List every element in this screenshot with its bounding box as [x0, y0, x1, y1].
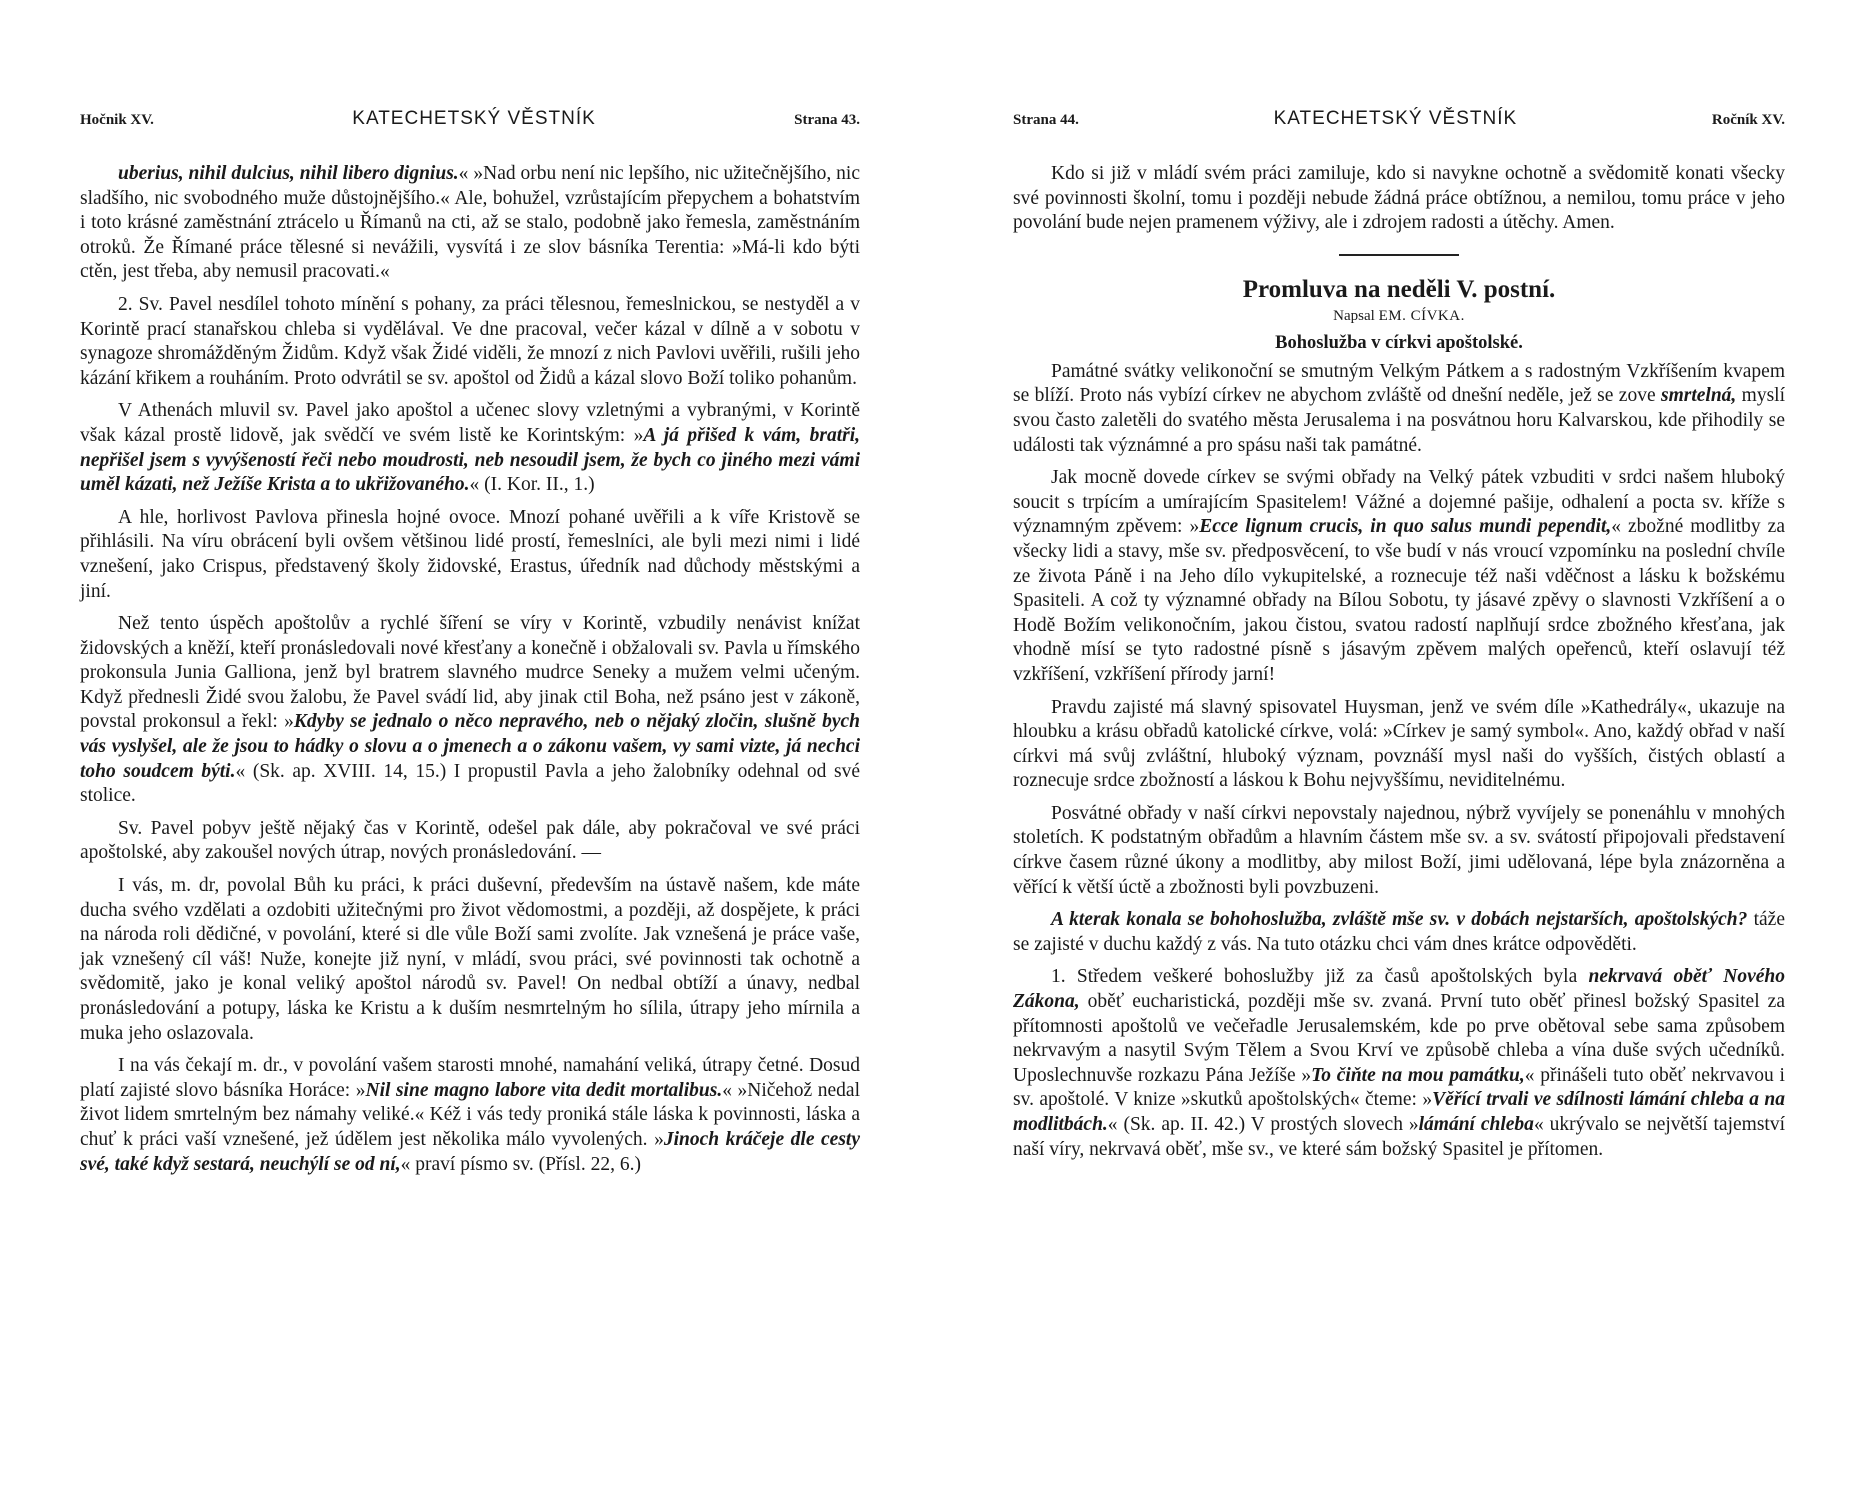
- text-run: Kdo si již v mládí svém práci zamiluje, kdo si navykne ochotně a svědomitě konati všecky své povinnosti školní, tomu i později nebude žádná práce obtížnou, a nemilou, tomu práce v jeho povolání bude nejen pramenem výživy, ale i zdrojem radosti a útěchy. Amen.: [1013, 163, 1785, 234]
- text-run: « »Nad orbu není nic lepšího, nic užitečnějšího, nic sladšího, nic svobodného muže důstojnějšího.« Ale, bohužel, vzrůstajícím přepychem a bohatstvím i toto krásné zaměstnání ztrácelo u Římanů na cti, až se stalo, podobně jako řemesla, zaměstnáním otroků. Že Římané práce tělesné si nevážili, vysvítá i ze slov básníka Terentia: »Má-li kdo býti ctěn, jest třeba, aby nemusil pracovati.«: [80, 163, 860, 283]
- text-run: Jak mocně dovede církev se svými obřady na Velký pátek vzbuditi v srdci našem hluboký soucit s trpícím a umírajícím Spasitelem! Vážné a dojemné pašije, odhalení a pocta sv. kříže s významným zpěvem: »: [1013, 467, 1785, 538]
- text-run: 1. Středem veškeré bohoslužby již za časů apoštolských byla: [1051, 966, 1589, 988]
- author-prefix: Napsal: [1333, 307, 1375, 324]
- text-run: « praví písmo sv. (Přísl. 22, 6.): [400, 1153, 641, 1175]
- text-run: Sv. Pavel pobyv ještě nějaký čas v Korintě, odešel pak dále, aby pokračoval ve své práci apoštolské, aby zakoušel nových útrap, nových pronásledování. —: [80, 817, 860, 864]
- emphasized-quote: A kterak konala se bohohoslužba, zvláště mše sv. v dobách nejstarších, apoštolských?: [1051, 909, 1748, 931]
- volume-label: Hočnik XV.: [80, 112, 154, 128]
- text-run: táže se zajisté v duchu každý z vás. Na tuto otázku chci vám dnes krátce odpověděti.: [1013, 909, 1785, 955]
- text-run: V Athenách mluvil sv. Pavel jako apoštol a učenec slovy vzletnými a vybranými, v Korintě však kázal prostě lidově, jak svědčí ve svém listě ke Korintským: »: [80, 400, 860, 446]
- section-divider: [1339, 254, 1459, 256]
- emphasized-quote: nekrvavá oběť Nového Zákona,: [1013, 966, 1785, 1013]
- author-line: [1013, 308, 1785, 325]
- page-number: Strana 44.: [1013, 112, 1079, 128]
- text-run: « (Sk. ap. XVIII. 14, 15.) I propustil Pavla a jeho žalobníky odehnal od své stolice.: [80, 760, 860, 807]
- text-run: A hle, horlivost Pavlova přinesla hojné ovoce. Mnozí pohané uvěřili a k víře Kristově se přihlásili. Na víru obrácení byli ovšem většinou lidé prostí, řemeslníci, ale byli mezi nimi i lidé vznešení, jako Crispus, představený školy židovské, Erastus, úředník nad důchody městskými a jiní.: [80, 506, 860, 602]
- right-page-header: [1013, 108, 1785, 138]
- emphasized-quote: lámání chleba: [1418, 1114, 1534, 1135]
- page-number: Strana 43.: [794, 112, 860, 128]
- emphasized-quote: Věřící trvali ve sdílnosti lámání chleba a na modlitbách.: [1013, 1089, 1785, 1135]
- right-page-intro: [1013, 162, 1785, 236]
- paragraph: [1013, 965, 1785, 1162]
- emphasized-quote: To čiňte na mou památku,: [1311, 1064, 1525, 1086]
- left-page: [80, 108, 860, 1177]
- emphasized-quote: Ecce lignum crucis, in quo salus mundi pependit,: [1199, 516, 1612, 538]
- section-title: Bohoslužba v církvi apoštolské.: [1275, 332, 1523, 353]
- emphasized-quote: smrtelná,: [1660, 385, 1737, 407]
- text-run: myslí svou často zaletěli do svatého města Jerusalema i na posvátnou horu Kalvarskou, kde přihodily se události tak význámné a pro spásu naši tak památné.: [1013, 385, 1786, 456]
- sermon-title: Promluva na neděli V. postní.: [1242, 275, 1556, 303]
- journal-title: KATECHETSKÝ VĚSTNÍK: [1273, 108, 1518, 129]
- paragraph: [80, 162, 860, 285]
- paragraph: [1013, 360, 1785, 458]
- journal-title: KATECHETSKÝ VĚSTNÍK: [352, 108, 596, 129]
- text-run: « ukrývalo se největší tajemství naší víry, nekrvavá oběť, mše sv., ve které sám božský Spasitel je přítomen.: [1013, 1114, 1786, 1160]
- paragraph: [1013, 802, 1785, 900]
- text-run: Pravdu zajisté má slavný spisovatel Huysman, jenž ve svém díle »Kathedrály«, ukazuje na hloubku a krásu obřadů katolické církve, volá: »Církev je samý symbol«. Ano, každý obřad v naší církvi má svůj zvláštní, hluboký význam, povznáší mysl naši do vyšších, čistých oblastí a roznecuje srdce zbožností a láskou k Bohu nejvyššímu, neviditelnému.: [1013, 696, 1785, 792]
- left-page-header: [80, 108, 860, 138]
- volume-label: Ročník XV.: [1711, 112, 1785, 128]
- paragraph: [1013, 908, 1785, 957]
- paragraph: [80, 399, 860, 497]
- paragraph: [80, 1054, 860, 1177]
- left-page-body: [80, 162, 860, 1177]
- right-page-body: [1013, 360, 1785, 1162]
- text-run: oběť eucharistická, později mše sv. zvaná. První tuto oběť přinesl božský Spasitel za přítomnosti apoštolů ve večeřadle Jerusalemském, kde po prve obětoval sebe sama způsobem nekrvavým a nasytil Svým Tělem a Svou Krví ve způsobě chleba a vína duše svých učedníků. Uposlechnuvše rozkazu Pána Ježíše »: [1013, 991, 1785, 1086]
- text-run: « přinášeli tuto oběť nekrvavou i sv. apoštolé. V knize »skutků apoštolských« čteme: »: [1013, 1064, 1785, 1111]
- text-run: I vás, m. dr, povolal Bůh ku práci, k práci duševní, především na ústavě našem, kde máte ducha svého vzdělati a ozdobiti užitečnými pro život vědomostmi, a později, až dospějete, k práci na národa roli dědičné, v povolání, které si dle vůle Boží sami zvolíte. Jak vznešená je práce vaše, jak vznešený cíl váš! Nuže, konejte již nyní, v mládí, svou práci, své povinnosti tak ochotně a svědomitě, jako je konal veliký apoštol národů sv. Pavel! On nedbal obtíží a únavy, nedbal pronásledování a potupy, láska ke Kristu a k duším nesmrtelným ho sílila, útrapy jeho mírnila a muka jeho oslazovala.: [80, 875, 860, 1044]
- text-run: Posvátné obřady v naší církvi nepovstaly najednou, nýbrž vyvíjely se ponenáhlu v mnohých stoletích. K podstatným obřadům a hlavním částem mše sv. a sv. svátostí připojovali představení církve časem různé úkony a modlitby, aby milost Boží, jimi udělovaná, lépe byla znázorněna a věřící k větší úctě a zbožnosti byli povzbuzeni.: [1013, 802, 1785, 898]
- paragraph: [80, 293, 860, 391]
- text-run: « »Ničehož nedal život lidem smrtelným bez námahy veliké.« Kéž i vás tedy proniká stále láska k povinnosti, láska a chuť k práci vaší vznešené, jež údělem jest několika málo vyvolených. »: [80, 1079, 860, 1150]
- paragraph: [1013, 162, 1785, 236]
- text-run: « (I. Kor. II., 1.): [469, 474, 595, 496]
- text-run: « (Sk. ap. II. 42.) V prostých slovech »: [1107, 1114, 1419, 1135]
- paragraph: [1013, 696, 1785, 794]
- text-run: 2. Sv. Pavel nesdílel tohoto mínění s pohany, za práci tělesnou, řemeslnickou, se nestyděl a v Korintě prací stanařskou chleba si vydělával. Ve dne pracoval, večer kázal v dílně a v sobotu v synagoze shromážděným Židům. Když však Židé viděli, že mnozí z nich Pavlovi uvěřili, rušili jeho kázání křikem a rouháním. Proto odvrátil se sv. apoštol od Židů a kázal slovo Boží toliko pohanům.: [80, 293, 860, 389]
- paragraph: [80, 506, 860, 604]
- text-run: I na vás čekají m. dr., v povolání vašem starosti mnohé, namahání veliká, útrapy četné. Dosud platí zajisté slovo básníka Horáce: »: [80, 1055, 860, 1101]
- text-run: « zbožné modlitby za všecky lidi a stavy, mše sv. předposvěcení, to vše budí v nás vroucí vzpomínku na poslední chvíle ze života Páně i na Jeho dílo vykupitelské, a roznecuje též naši vděčnost a lásku k božskému Spasiteli. A což ty významné obřady na Bílou Sobotu, ty jásavé zpěvy o slavnosti Vzkříšení a o Hodě Božím velikonočním, jakou čistou, svatou radostí naplňují srdce zbožného křesťana, jak vhodně mísí se tyto radostné písně s jásavým zpěvem malých opeřenců, kteří oslavují též vzkříšení, vzkříšení přírody jarní!: [1013, 516, 1785, 685]
- emphasized-quote: A já přišed k vám, bratři, nepřišel jsem s vyvýšeností řeči nebo moudrosti, neb nesoudil jsem, že bych co jiného mezi vámi uměl kázati, než Ježíše Krista a to ukřižovaného.: [80, 424, 861, 496]
- emphasized-quote: Kdyby se jednalo o něco nepravého, neb o nějaký zločin, slušně bych vás vyslyšel, ale že jsou to hádky o slovu a o jmenech a o zákonu vašem, vy sami vizte, já nechci toho soudcem býti.: [80, 711, 860, 782]
- paragraph: [1013, 466, 1785, 687]
- emphasized-quote: Jinoch kráčeje dle cesty své, také když sestará, neuchýlí se od ní,: [80, 1128, 860, 1175]
- paragraph: [80, 817, 860, 866]
- right-page: [1013, 108, 1785, 1162]
- paragraph: [80, 612, 860, 809]
- author-name: EM. CÍVKA.: [1378, 307, 1465, 324]
- emphasized-quote: Nil sine magno labore vita dedit mortalibus.: [365, 1079, 723, 1101]
- emphasized-quote: uberius, nihil dulcius, nihil libero dignius.: [118, 163, 459, 184]
- text-run: Než tento úspěch apoštolův a rychlé šíření se víry v Korintě, vzbudily nenávist knížat židovských a kněží, kteří pronásledovali nové křesťany a konečně i obžalovali sv. Pavla u římského prokonsula Junia Galliona, jenž byl bratrem slavného mudrce Seneky a mužem velmi učeným. Když přednesli Židé svou žalobu, že Pavel svádí lid, aby jinak ctil Boha, než psáno jest v zákoně, povstal prokonsul a řekl: »: [80, 613, 860, 733]
- paragraph: [80, 874, 860, 1046]
- text-run: Památné svátky velikonoční se smutným Velkým Pátkem a s radostným Vzkříšením kvapem se blíží. Proto nás vybízí církev ne abychom zvláště od dnešní neděle, jež se zove: [1013, 360, 1785, 407]
